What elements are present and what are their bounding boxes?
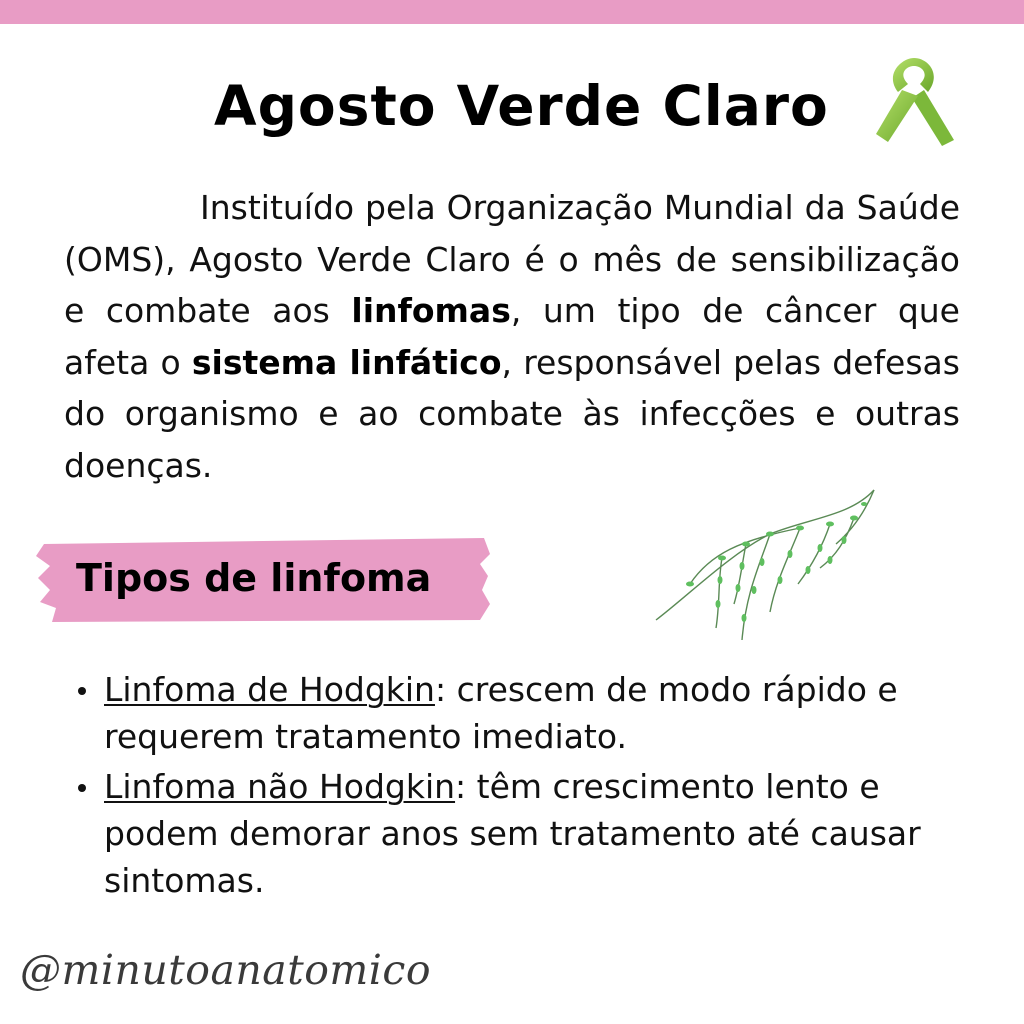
list-item xyxy=(104,763,984,904)
intro-paragraph xyxy=(64,182,960,491)
intro-text-1: Instituído pela Organização Mundial da Saúde (OMS), Agosto Verde Claro é o mês de sensibilização e combate aos xyxy=(64,188,960,330)
type-description: : têm crescimento lento e podem demorar anos sem tratamento até causar sintomas. xyxy=(104,767,921,900)
lymphoma-types-list xyxy=(104,666,984,907)
top-accent-bar xyxy=(0,0,1024,24)
section-header xyxy=(36,534,492,624)
section-title: Tipos de linfoma xyxy=(76,556,432,600)
type-name: Linfoma não Hodgkin xyxy=(104,767,456,806)
list-item xyxy=(104,666,984,760)
intro-emphasis-linfomas: linfomas xyxy=(351,291,511,330)
bullet-icon xyxy=(78,687,86,695)
lymphatic-vessels-icon xyxy=(650,484,886,644)
type-name: Linfoma de Hodgkin xyxy=(104,670,435,709)
type-description: : crescem de modo rápido e requerem tratamento imediato. xyxy=(104,670,898,756)
awareness-ribbon-icon xyxy=(872,56,956,152)
intro-text-3: , responsável pelas defesas do organismo e ao combate às infecções e outras doenças. xyxy=(64,342,960,485)
page-title: Agosto Verde Claro xyxy=(214,74,829,138)
intro-text-2: , um tipo de câncer que afeta o xyxy=(64,291,960,382)
bullet-icon xyxy=(78,784,86,792)
social-handle: @minutoanatomico xyxy=(20,946,432,994)
intro-emphasis-sistema: sistema linfático xyxy=(191,342,502,382)
